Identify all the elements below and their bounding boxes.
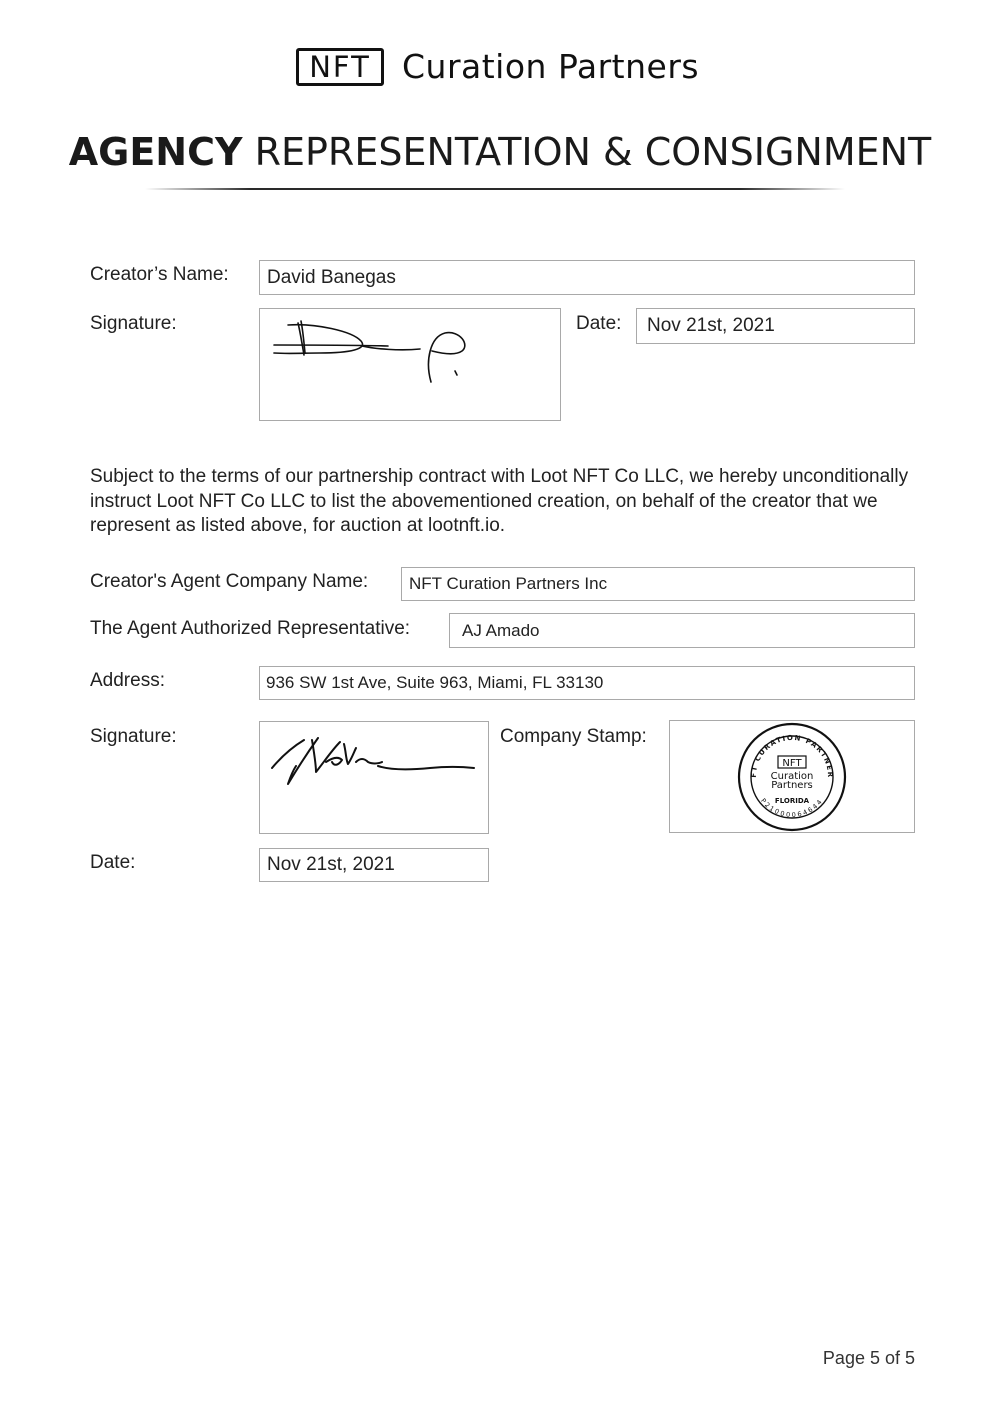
company-stamp-seal <box>670 721 914 832</box>
stamp-arc-bottom: P21000064644 <box>759 796 825 820</box>
svg-text:NFT CURATION PARTNERS <box>670 721 834 779</box>
logo-mark: NFT <box>296 48 384 86</box>
creator-signature-box[interactable] <box>259 308 561 421</box>
agent-company-field[interactable]: NFT Curation Partners Inc <box>401 567 915 601</box>
creator-date-label: Date: <box>576 313 622 334</box>
agent-signature-image <box>260 722 488 833</box>
stamp-line2: Partners <box>771 780 813 791</box>
address-field[interactable]: 936 SW 1st Ave, Suite 963, Miami, FL 33130 <box>259 666 915 700</box>
stamp-arc-top: FT CURATION PARTNER <box>749 733 835 779</box>
agent-date-field[interactable]: Nov 21st, 2021 <box>259 848 489 882</box>
terms-paragraph: Subject to the terms of our partnership contract with Loot NFT Co LLC, we hereby unconditionally instruct Loot NFT Co LLC to list the abovementioned creation, on behalf of the creator that we represent as listed above, for auction at lootnft.io. <box>90 466 909 536</box>
agent-signature-label: Signature: <box>90 726 177 747</box>
page-number: Page 5 of 5 <box>822 1348 915 1368</box>
creator-signature-image <box>260 309 560 420</box>
stamp-state: FLORIDA <box>774 797 810 805</box>
agent-date-label: Date: <box>90 852 136 873</box>
address-label: Address: <box>90 670 165 691</box>
creator-name-field[interactable]: David Banegas <box>259 260 915 295</box>
company-stamp-label: Company Stamp: <box>500 726 647 747</box>
agent-company-label: Creator's Agent Company Name: <box>90 571 369 592</box>
title-rest: REPRESENTATION & CONSIGNMENT <box>242 130 932 174</box>
creator-name-label: Creator’s Name: <box>90 264 229 285</box>
logo-text: Curation Partners <box>402 47 700 86</box>
title-bold: AGENCY <box>68 130 243 174</box>
stamp-line1: Curation <box>770 771 814 782</box>
title-divider <box>145 188 845 190</box>
creator-signature-label: Signature: <box>90 313 177 334</box>
agent-rep-label: The Agent Authorized Representative: <box>90 618 411 639</box>
page-title <box>0 127 1000 177</box>
creator-date-field[interactable]: Nov 21st, 2021 <box>636 308 915 344</box>
stamp-mark: NFT <box>782 758 802 769</box>
agent-signature-box[interactable] <box>259 721 489 834</box>
agent-rep-field[interactable]: AJ Amado <box>449 613 915 648</box>
company-stamp-box <box>669 720 915 833</box>
